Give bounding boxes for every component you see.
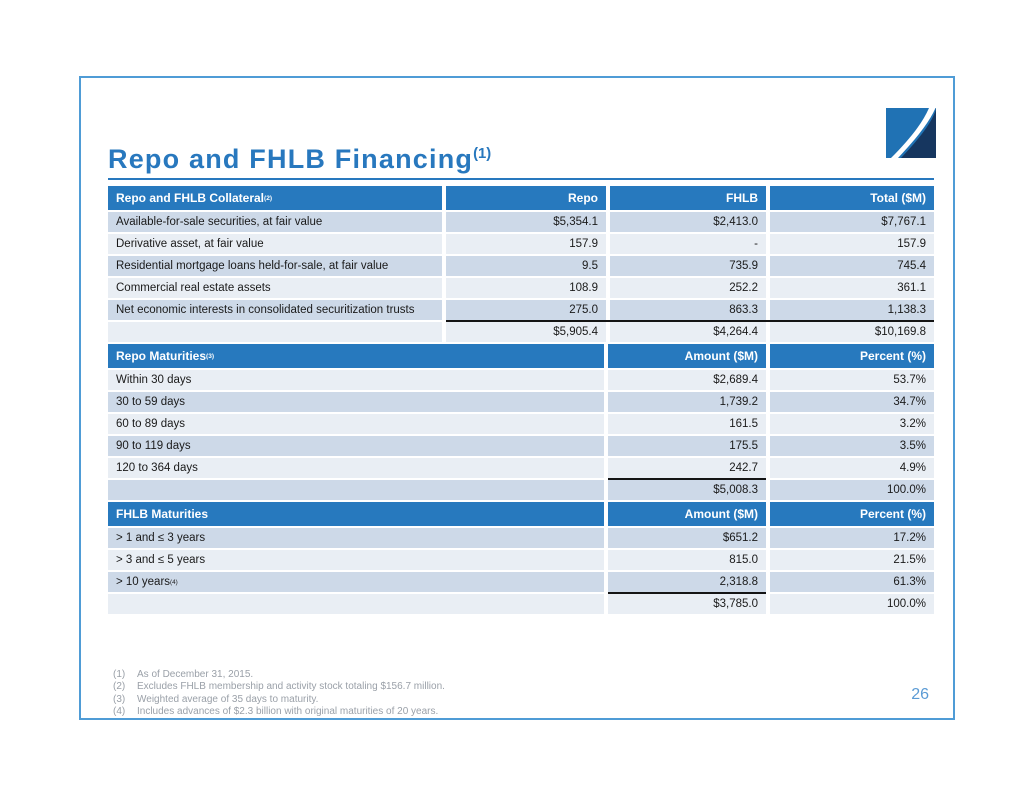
total-percent: 100.0% (770, 480, 934, 500)
table-row (108, 436, 934, 456)
cell-total: $7,767.1 (770, 212, 934, 232)
table-row (108, 414, 934, 434)
cell-percent: 3.5% (770, 436, 934, 456)
row-label (108, 572, 604, 592)
table-row (108, 458, 934, 478)
table-row (108, 256, 934, 276)
cell-amount: 1,739.2 (608, 392, 766, 412)
footnote (113, 706, 445, 718)
cell-repo: $5,354.1 (446, 212, 606, 232)
fhlb-maturities-header (108, 502, 934, 526)
collateral-col-repo: Repo (446, 186, 606, 210)
collateral-header-label (108, 186, 442, 210)
total-repo: $5,905.4 (446, 322, 606, 342)
total-row (108, 478, 934, 500)
cell-repo: 275.0 (446, 300, 606, 320)
cell-repo: 108.9 (446, 278, 606, 298)
row-label: Commercial real estate assets (108, 278, 442, 298)
collateral-col-total: Total ($M) (770, 186, 934, 210)
cell-fhlb: 735.9 (610, 256, 766, 276)
title-divider (108, 178, 934, 180)
row-label: Net economic interests in consolidated securitization trusts (108, 300, 442, 320)
repo-maturities-col-amount: Amount ($M) (608, 344, 766, 368)
total-rule (446, 320, 934, 342)
cell-percent: 3.2% (770, 414, 934, 434)
footnote-text: Weighted average of 35 days to maturity. (137, 693, 319, 705)
repo-maturities-footnote-ref: (3) (206, 352, 215, 360)
cell-amount: 815.0 (608, 550, 766, 570)
collateral-col-fhlb: FHLB (610, 186, 766, 210)
total-row-label (108, 594, 604, 614)
total-amount: $5,008.3 (608, 478, 766, 500)
footnote (113, 681, 445, 693)
total-fhlb: $4,264.4 (610, 322, 766, 342)
cell-amount: 175.5 (608, 436, 766, 456)
footnote-number: (3) (113, 693, 126, 705)
footnotes (113, 669, 445, 719)
total-amount: $3,785.0 (608, 592, 766, 614)
cell-percent: 17.2% (770, 528, 934, 548)
repo-maturities-table (108, 344, 934, 500)
collateral-table-header (108, 186, 934, 210)
cell-percent: 21.5% (770, 550, 934, 570)
cell-percent: 53.7% (770, 370, 934, 390)
fhlb-maturities-table (108, 502, 934, 614)
company-swoosh-logo-icon (886, 108, 936, 158)
cell-fhlb: - (610, 234, 766, 254)
cell-amount: 161.5 (608, 414, 766, 434)
total-row-label (108, 480, 604, 500)
cell-total: 745.4 (770, 256, 934, 276)
cell-percent: 34.7% (770, 392, 934, 412)
repo-maturities-col-percent: Percent (%) (770, 344, 934, 368)
row-label: Available-for-sale securities, at fair value (108, 212, 442, 232)
total-total: $10,169.8 (770, 322, 934, 342)
cell-repo: 157.9 (446, 234, 606, 254)
table-row (108, 392, 934, 412)
cell-amount: 242.7 (608, 458, 766, 478)
cell-fhlb: 863.3 (610, 300, 766, 320)
row-label-text: > 10 years (116, 576, 171, 588)
page-title-footnote-ref: (1) (473, 146, 492, 163)
row-label: > 3 and ≤ 5 years (108, 550, 604, 570)
cell-fhlb: $2,413.0 (610, 212, 766, 232)
table-row (108, 234, 934, 254)
table-row (108, 212, 934, 232)
table-row (108, 528, 934, 548)
repo-maturities-header-label (108, 344, 604, 368)
footnote-number: (4) (113, 706, 126, 718)
footnote (113, 669, 445, 681)
total-percent: 100.0% (770, 594, 934, 614)
total-row (108, 592, 934, 614)
row-label: Derivative asset, at fair value (108, 234, 442, 254)
footnote-number: (2) (113, 681, 126, 693)
row-label: 120 to 364 days (108, 458, 604, 478)
total-row-label (108, 322, 442, 342)
cell-repo: 9.5 (446, 256, 606, 276)
repo-maturities-header (108, 344, 934, 368)
row-label: Residential mortgage loans held-for-sale, at fair value (108, 256, 442, 276)
cell-percent: 4.9% (770, 458, 934, 478)
table-row (108, 572, 934, 592)
table-row (108, 550, 934, 570)
fhlb-maturities-col-percent: Percent (%) (770, 502, 934, 526)
collateral-header-footnote-ref: (2) (264, 194, 273, 202)
footnote-text: Includes advances of $2.3 billion with original maturities of 20 years. (137, 706, 439, 718)
cell-percent: 61.3% (770, 572, 934, 592)
collateral-header-text: Repo and FHLB Collateral (116, 191, 265, 205)
cell-amount: $2,689.4 (608, 370, 766, 390)
table-row (108, 278, 934, 298)
table-row (108, 300, 934, 320)
fhlb-maturities-header-label: FHLB Maturities (108, 502, 604, 526)
footnote-text: Excludes FHLB membership and activity stock totaling $156.7 million. (137, 681, 445, 693)
fhlb-maturities-col-amount: Amount ($M) (608, 502, 766, 526)
row-label: Within 30 days (108, 370, 604, 390)
slide (79, 76, 955, 720)
row-label: 90 to 119 days (108, 436, 604, 456)
tables-container (108, 186, 934, 616)
cell-total: 1,138.3 (770, 300, 934, 320)
collateral-table (108, 186, 934, 342)
page-title-text: Repo and FHLB Financing (108, 144, 474, 175)
footnote-text: As of December 31, 2015. (137, 669, 254, 680)
row-label: > 1 and ≤ 3 years (108, 528, 604, 548)
row-label: 60 to 89 days (108, 414, 604, 434)
footnote-number: (1) (113, 669, 126, 680)
table-row (108, 370, 934, 390)
cell-amount: $651.2 (608, 528, 766, 548)
cell-fhlb: 252.2 (610, 278, 766, 298)
repo-maturities-header-text: Repo Maturities (116, 349, 207, 363)
total-row (108, 320, 934, 342)
cell-total: 157.9 (770, 234, 934, 254)
row-label-footnote-ref: (4) (170, 578, 178, 586)
row-label: 30 to 59 days (108, 392, 604, 412)
footnote (113, 694, 445, 706)
page-number: 26 (911, 686, 929, 703)
page-title (108, 144, 491, 175)
cell-amount: 2,318.8 (608, 572, 766, 592)
cell-total: 361.1 (770, 278, 934, 298)
